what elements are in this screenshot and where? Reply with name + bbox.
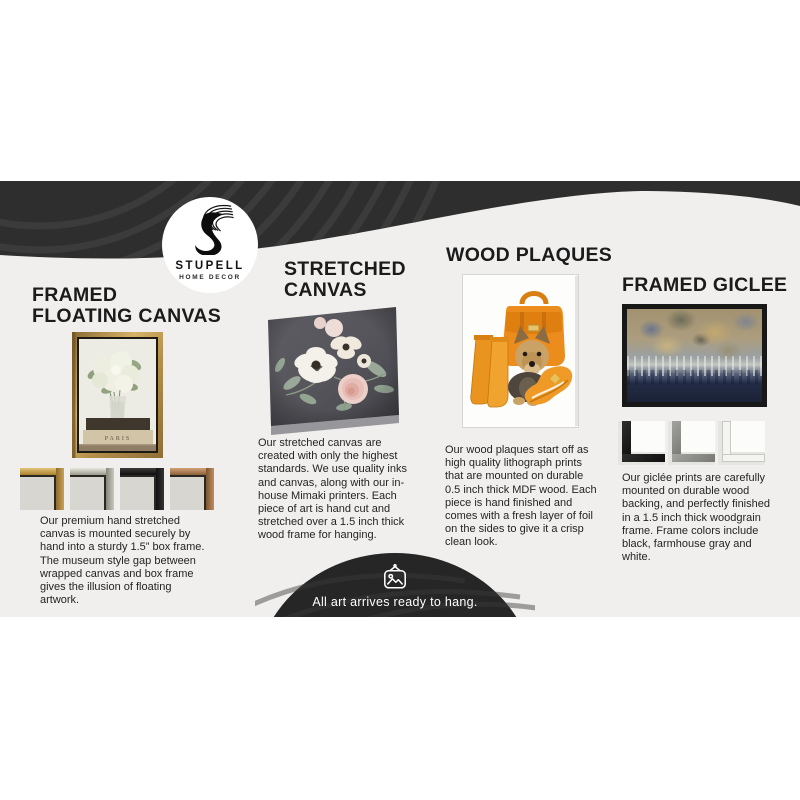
header-wave-band (0, 181, 800, 261)
floating-frame-finish-swatches (20, 468, 214, 510)
museum-gap (20, 475, 56, 477)
brand-name: STUPELL (175, 260, 245, 272)
book-stack-art (79, 418, 156, 451)
banner-text: All art arrives ready to hang. (312, 595, 478, 609)
frame-bar (722, 421, 731, 457)
giclee-swatch-white (718, 421, 765, 465)
frame-bar (206, 468, 214, 510)
museum-gap (120, 475, 156, 477)
framed-giclee-title: FRAMED GICLEE (622, 274, 788, 296)
floating-canvas-product-image (72, 332, 163, 458)
stretched-canvas-product-image (256, 301, 406, 437)
frame-bar (622, 421, 631, 457)
ready-to-hang-banner (255, 553, 535, 617)
frame-bar (622, 454, 665, 462)
canvas-corner (681, 421, 715, 452)
frame-bar (156, 468, 164, 510)
frame-bar (106, 468, 114, 510)
framed-giclee-product-image (622, 304, 767, 407)
stretched-canvas-title (284, 259, 406, 300)
museum-gap (70, 475, 106, 477)
giclee-swatch-farmhouse-gray (668, 421, 715, 465)
floating-canvas-description: Our premium hand stretched canvas is mounted securely by hand into a sturdy 1.5” box frame. The museum style gap between wrapped canvas and box frame gives the illusion of floating artwork. (40, 515, 205, 607)
framed-giclee-description: Our giclée prints are carefully mounted on durable wood backing, and perfectly finished in a 1.5 inch thick woodgrain frame. Frame colors include black, farmhouse gray and white. (622, 472, 770, 564)
wood-plaques-description: Our wood plaques start off as high quality lithograph prints that are mounted on durable 0.5 inch thick MDF wood. Each piece is hand finished and comes with a fresh layer of foil on the sides to give it a crisp clean look. (445, 444, 597, 549)
content-section (0, 181, 800, 617)
stretched-canvas-title-line1: STRETCHED (284, 258, 406, 280)
floating-canvas-title-line2: FLOATING CANVAS (32, 304, 222, 327)
frame-bar (672, 454, 715, 462)
giclee-frame-finish-swatches (618, 421, 765, 465)
abstract-drip-texture-dark (627, 370, 762, 385)
frame-bar (672, 421, 681, 457)
canvas-corner (631, 421, 665, 452)
floating-canvas-title (32, 285, 221, 326)
frame-swatch-black (120, 468, 164, 510)
floating-canvas-title-line1: FRAMED (32, 284, 118, 306)
museum-gap (170, 475, 206, 477)
stretched-canvas-title-line2: CANVAS (284, 278, 367, 301)
stretched-canvas-description: Our stretched canvas are created with only the highest standards. We use quality inks and canvas, along with our in-house Mimaki printers. Each piece of art is hand cut and stretched over a 1.5 inch thick wood frame for hanging. (258, 437, 407, 542)
stupell-s-swoosh-icon (185, 203, 235, 255)
wood-plaques-title: WOOD PLAQUES (446, 244, 613, 266)
frame-bar (722, 454, 765, 462)
giclee-swatch-black (618, 421, 665, 465)
frame-swatch-silver (70, 468, 114, 510)
brand-logo (162, 197, 258, 293)
canvas-corner (731, 421, 765, 452)
wood-plaque-product-image (462, 274, 579, 428)
frame-swatch-walnut (170, 468, 214, 510)
frame-swatch-gold (20, 468, 64, 510)
brand-tagline: HOME DECOR (179, 274, 241, 281)
book-spine-text: PARIS (104, 436, 132, 442)
frame-bar (56, 468, 64, 510)
framed-picture-icon (378, 563, 412, 593)
